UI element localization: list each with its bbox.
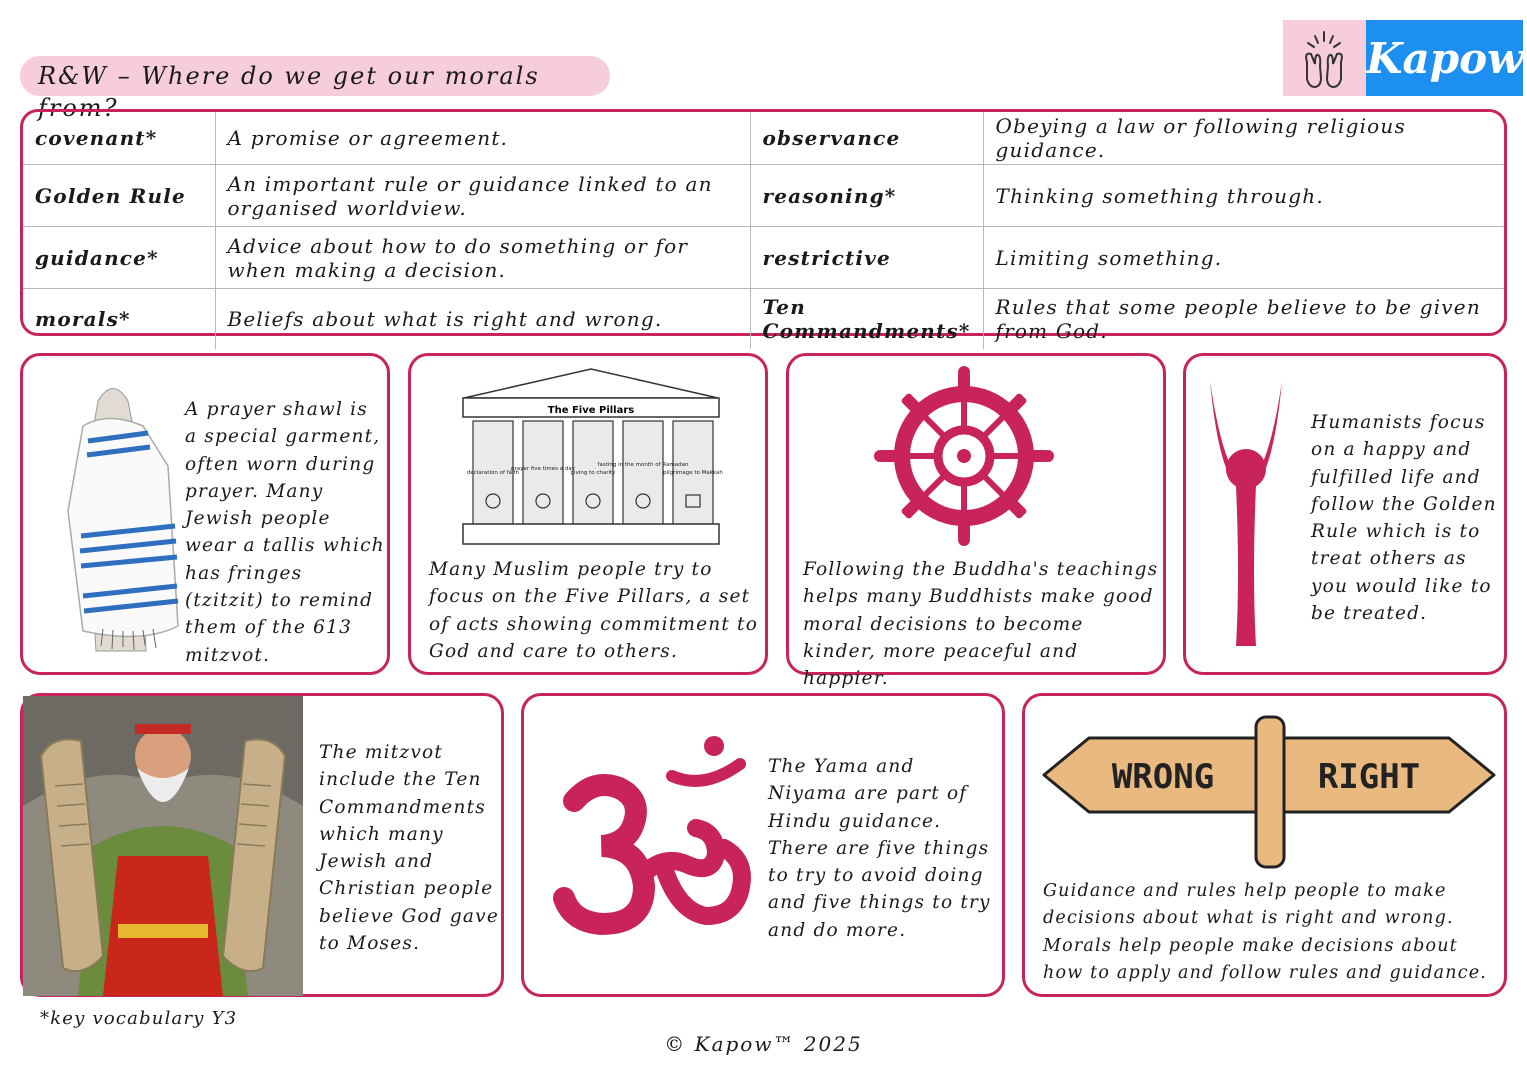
key-vocabulary-note: *key vocabulary Y3 (40, 1008, 238, 1029)
hindu-text: The Yama and Niyama are part of Hindu guidance. There are five things to try to avoid doing and five things to try and do more. (768, 756, 991, 941)
moses-illustration (23, 696, 303, 996)
vocab-row (23, 112, 1504, 165)
vocab-definition: Advice about how to do something or for when making a decision. (215, 227, 750, 289)
vocab-row (23, 165, 1504, 227)
vocab-term: Ten Commandments* (750, 289, 983, 349)
buddhism-card (786, 353, 1166, 690)
five-pillars-card (408, 353, 768, 675)
tallis-text: A prayer shawl is a special garment, often worn during prayer. Many Jewish people wear a tallis which has fringes (tzitzit) to remind them of the 613 mitzvot. (185, 399, 385, 666)
pillar-label: pilgrimage to Makkah (663, 470, 723, 476)
pillar-label: prayer five times a day (511, 466, 575, 472)
vocab-term: observance (750, 112, 983, 165)
logo-wordmark: Kapow (1366, 20, 1523, 96)
vocabulary-table (20, 109, 1507, 343)
vocab-definition: Thinking something through. (983, 165, 1504, 227)
right-label: RIGHT (1317, 757, 1421, 797)
pillar-label: fasting in the month of Ramadan (597, 462, 689, 468)
vocab-row (23, 227, 1504, 289)
vocab-term: Golden Rule (23, 165, 215, 227)
vocab-term: guidance* (23, 227, 215, 289)
mitzvot-text: The mitzvot include the Ten Commandments which many Jewish and Christian people believe God gave to Moses. (319, 742, 499, 955)
signpost-card (1022, 693, 1507, 997)
tallis-illustration (53, 371, 183, 656)
vocab-definition: Rules that some people believe to be given from God. (983, 289, 1504, 349)
humanism-text: Humanists focus on a happy and fulfilled life and follow the Golden Rule which is to treat others as you would like to be treated. (1311, 412, 1497, 625)
vocab-definition: Beliefs about what is right and wrong. (215, 289, 750, 349)
dharma-wheel-icon (874, 366, 1054, 546)
pillar-label: declaration of faith (466, 470, 520, 476)
happy-human-icon (1206, 376, 1286, 651)
signpost-text: Guidance and rules help people to make decisions about what is right and wrong. Morals help people make decisions about how to apply and follow rules and guidance. (1043, 881, 1488, 983)
vocab-definition: A promise or agreement. (215, 112, 750, 165)
om-icon (544, 736, 754, 946)
buddhism-text: Following the Buddha's teachings helps many Buddhists make good moral decisions to become kinder, more peaceful and happier. (803, 559, 1159, 690)
humanism-card (1183, 353, 1507, 675)
mitzvot-card (20, 693, 504, 997)
hindu-card (521, 693, 1005, 997)
vocab-term: covenant* (23, 112, 215, 165)
vocab-row (23, 289, 1504, 349)
tallis-card (20, 353, 390, 675)
five-pillars-text: Many Muslim people try to focus on the Five Pillars, a set of acts showing commitment to God and care to others. (429, 559, 759, 662)
vocab-definition: An important rule or guidance linked to an organised worldview. (215, 165, 750, 227)
vocab-definition: Obeying a law or following religious guidance. (983, 112, 1504, 165)
hands-icon (1283, 20, 1366, 96)
pillar-label: giving to charity (570, 470, 616, 476)
kapow-logo (1283, 20, 1524, 96)
vocab-definition: Limiting something. (983, 227, 1504, 289)
five-pillars-diagram (461, 366, 721, 548)
five-pillars-title: The Five Pillars (547, 405, 635, 416)
copyright: © Kapow™ 2025 (664, 1032, 863, 1056)
page-title: R&W – Where do we get our morals from? (20, 56, 610, 96)
wrong-label: WRONG (1111, 757, 1215, 797)
signpost-icon (1039, 712, 1499, 872)
vocab-term: restrictive (750, 227, 983, 289)
vocab-term: reasoning* (750, 165, 983, 227)
vocab-term: morals* (23, 289, 215, 349)
